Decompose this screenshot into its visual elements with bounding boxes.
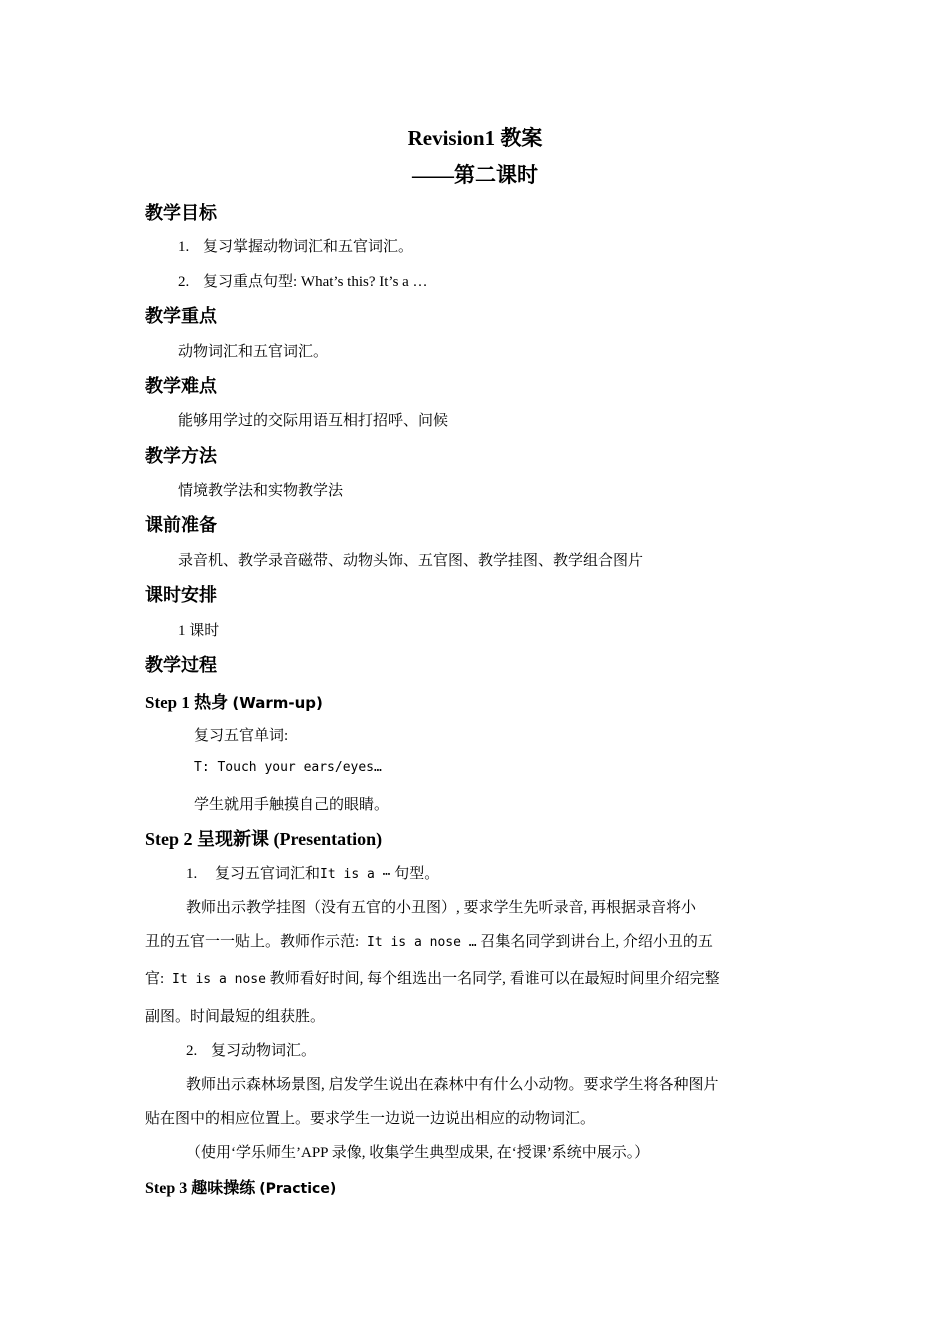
step2-para1-line3-a: 官: — [145, 971, 165, 987]
step2-heading: Step 2 呈现新课 (Presentation) — [145, 829, 383, 849]
step3-heading-label: Step 3 趣味操练 — [145, 1180, 260, 1197]
step2-item-1-b: It is a ⋯ — [320, 867, 391, 882]
step2-para1-line2-b: It is a nose … — [359, 935, 477, 950]
step2-item-1-a: 复习五官词汇和 — [215, 866, 321, 882]
goal-item-1-text: 复习掌握动物词汇和五官词汇。 — [203, 239, 414, 255]
step3-heading — [145, 1175, 336, 1198]
step1-line-1: 复习五官单词: — [194, 728, 289, 744]
step2-para2-line1: 教师出示森林场景图, 启发学生说出在森林中有什么小动物。要求学生将各种图片 — [186, 1077, 719, 1093]
step2-item-1 — [186, 862, 439, 883]
goal-item-1 — [178, 235, 413, 256]
step2-para1-line2 — [145, 930, 713, 951]
step1-line-3: 学生就用手触摸自己的眼睛。 — [194, 797, 390, 813]
step2-para1-line3-b: It is a nose — [164, 972, 266, 987]
step2-item-1-c: 句型。 — [390, 866, 440, 882]
goal-item-2 — [178, 270, 428, 291]
heading-key-points: 教学重点 — [145, 306, 217, 326]
step2-item-2-text: 复习动物词汇。 — [211, 1043, 317, 1059]
heading-methods: 教学方法 — [145, 446, 217, 466]
heading-process: 教学过程 — [145, 655, 217, 675]
methods-text: 情境教学法和实物教学法 — [178, 483, 344, 499]
step2-para1-line1: 教师出示教学挂图（没有五官的小丑图）, 要求学生先听录音, 再根据录音将小 — [186, 900, 697, 916]
step2-item-1-num: 1. — [186, 866, 198, 882]
doc-subtitle: ——第二课时 — [412, 163, 538, 187]
difficulties-text: 能够用学过的交际用语互相打招呼、问候 — [178, 413, 449, 429]
heading-schedule: 课时安排 — [145, 585, 217, 605]
goal-item-1-num: 1. — [178, 239, 190, 255]
step1-heading-english: (Warm-up) — [232, 694, 323, 712]
step2-para1-line2-c: 召集名同学到讲台上, 介绍小丑的五 — [476, 934, 713, 950]
heading-difficulties: 教学难点 — [145, 376, 217, 396]
step2-item-2-num: 2. — [186, 1043, 198, 1059]
step1-heading-label: Step 1 热身 — [145, 693, 233, 712]
goal-item-2-num: 2. — [178, 274, 190, 290]
heading-preparation: 课前准备 — [145, 515, 217, 535]
step2-para1-line2-a: 丑的五官一一贴上。教师作示范: — [145, 934, 360, 950]
heading-goals: 教学目标 — [145, 203, 217, 223]
step2-para3: （使用‘学乐师生’APP 录像, 收集学生典型成果, 在‘授课’系统中展示。） — [186, 1145, 650, 1161]
step1-line-2: T: Touch your ears/eyes… — [194, 760, 382, 775]
step3-heading-english: (Practice) — [259, 1181, 337, 1197]
goal-item-2-text: 复习重点句型: What’s this? It’s a … — [203, 274, 428, 290]
step2-para2-line2: 贴在图中的相应位置上。要求学生一边说一边说出相应的动物词汇。 — [145, 1111, 596, 1127]
key-points-text: 动物词汇和五官词汇。 — [178, 344, 329, 360]
step2-item-2 — [186, 1039, 316, 1060]
step2-para1-line3 — [145, 967, 720, 988]
step2-para1-line3-c: 教师看好时间, 每个组选出一名同学, 看谁可以在最短时间里介绍完整 — [265, 971, 720, 987]
step2-para1-line4: 副图。时间最短的组获胜。 — [145, 1009, 326, 1025]
preparation-text: 录音机、教学录音磁带、动物头饰、五官图、教学挂图、教学组合图片 — [178, 553, 644, 569]
schedule-text: 1 课时 — [178, 623, 220, 639]
step1-heading — [145, 688, 323, 713]
doc-title: Revision1 教案 — [407, 126, 543, 150]
